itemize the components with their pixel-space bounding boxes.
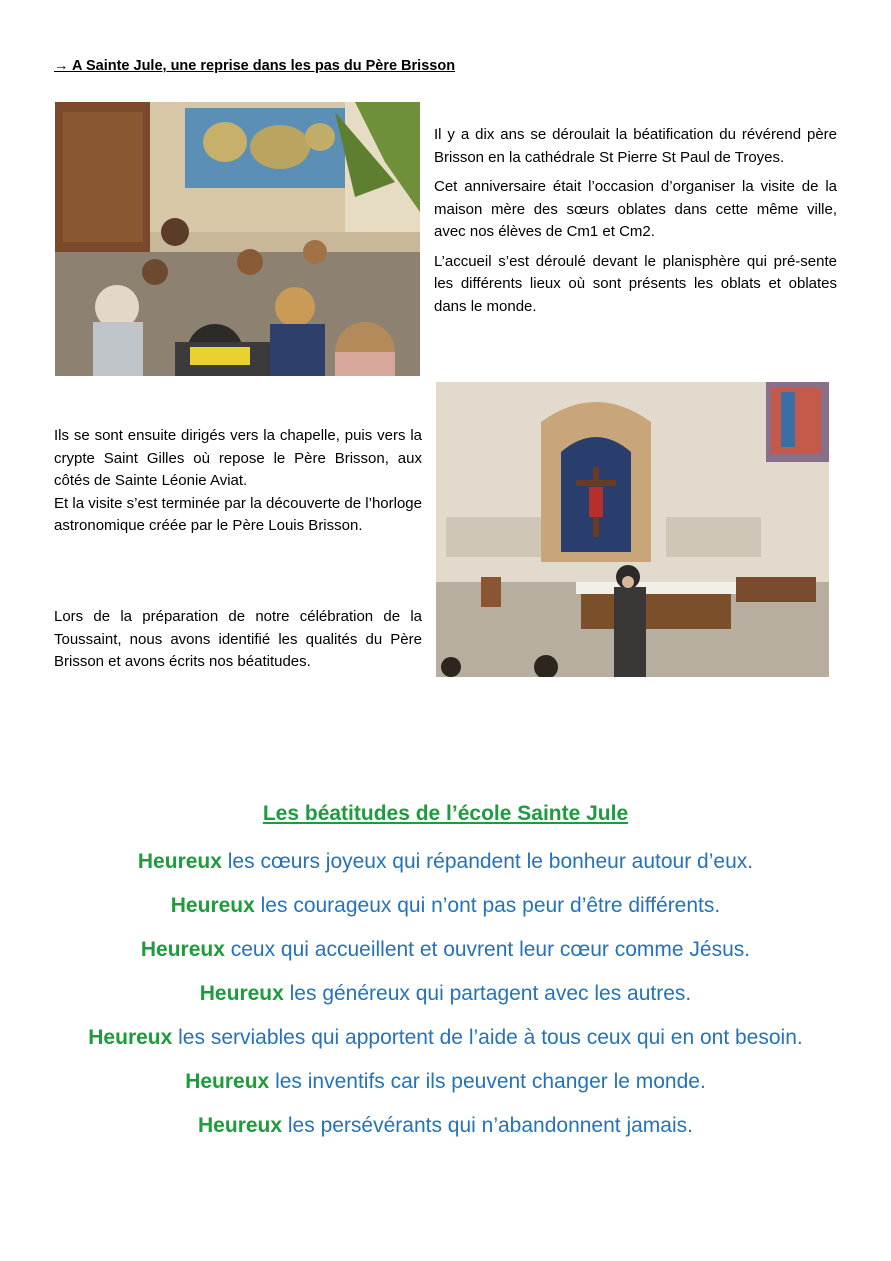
beatitude-text: les inventifs car ils peuvent changer le monde. <box>275 1070 706 1093</box>
beatitude-line <box>0 934 891 978</box>
beatitude-text: les cœurs joyeux qui répandent le bonheur autour d’eux. <box>227 850 754 873</box>
beatitude-line <box>0 1022 891 1066</box>
beatitude-keyword: Heureux <box>185 1070 270 1093</box>
heading-text: A Sainte Jule, une reprise dans les pas du Père Brisson <box>72 58 456 74</box>
beatitudes-title: Les béatitudes de l’école Sainte Jule <box>262 802 629 825</box>
arrow-icon: → <box>54 58 69 74</box>
beatitude-keyword: Heureux <box>198 1114 283 1137</box>
beatitude-keyword: Heureux <box>199 982 284 1005</box>
beatitude-text: les courageux qui n’ont pas peur d’être différents. <box>260 894 721 917</box>
intro-paragraph: Cet anniversaire était l’occasion d’organiser la visite de la maison mère des sœurs oblates dans cette même ville, avec nos élèves de Cm1 et Cm2. <box>434 178 837 240</box>
beatitude-keyword: Heureux <box>88 1026 173 1049</box>
beatitude-keyword: Heureux <box>140 938 225 961</box>
beatitude-keyword: Heureux <box>137 850 222 873</box>
photo-children-planisphere <box>55 102 420 376</box>
beatitude-keyword: Heureux <box>170 894 255 917</box>
beatitude-line <box>0 846 891 890</box>
toussaint-text: Lors de la préparation de notre célébration de la Toussaint, nous avons identifié les qualités du Père Brisson et avons écrits nos béatitudes. <box>54 608 422 670</box>
visit-paragraphs <box>54 425 422 538</box>
beatitude-line <box>0 1110 891 1154</box>
intro-paragraph: Il y a dix ans se déroulait la béatification du révérend père Brisson en la cathédrale St Pierre St Paul de Troyes. <box>434 126 837 166</box>
beatitude-text: les serviables qui apportent de l’aide à tous ceux qui en ont besoin. <box>178 1026 803 1049</box>
visit-paragraph: Ils se sont ensuite dirigés vers la chapelle, puis vers la crypte Saint Gilles où repose le Père Brisson, aux côtés de Sainte Léonie Aviat. <box>54 427 422 489</box>
intro-paragraphs <box>434 124 837 325</box>
toussaint-paragraph <box>54 606 422 674</box>
page-heading <box>54 58 455 74</box>
beatitude-line <box>0 1066 891 1110</box>
beatitudes-list <box>0 846 891 1154</box>
beatitude-line <box>0 890 891 934</box>
beatitude-text: ceux qui accueillent et ouvrent leur cœur comme Jésus. <box>230 938 751 961</box>
beatitude-text: les persévérants qui n’abandonnent jamais. <box>287 1114 693 1137</box>
beatitude-text: les généreux qui partagent avec les autres. <box>289 982 692 1005</box>
photo-chapel <box>436 382 829 677</box>
beatitude-line <box>0 978 891 1022</box>
visit-paragraph: Et la visite s’est terminée par la découverte de l’horloge astronomique créée par le Père Louis Brisson. <box>54 494 422 534</box>
intro-paragraph: L’accueil s’est déroulé devant le planisphère qui pré-sente les différents lieux où sont présents les oblats et oblates dans le monde. <box>434 252 837 315</box>
